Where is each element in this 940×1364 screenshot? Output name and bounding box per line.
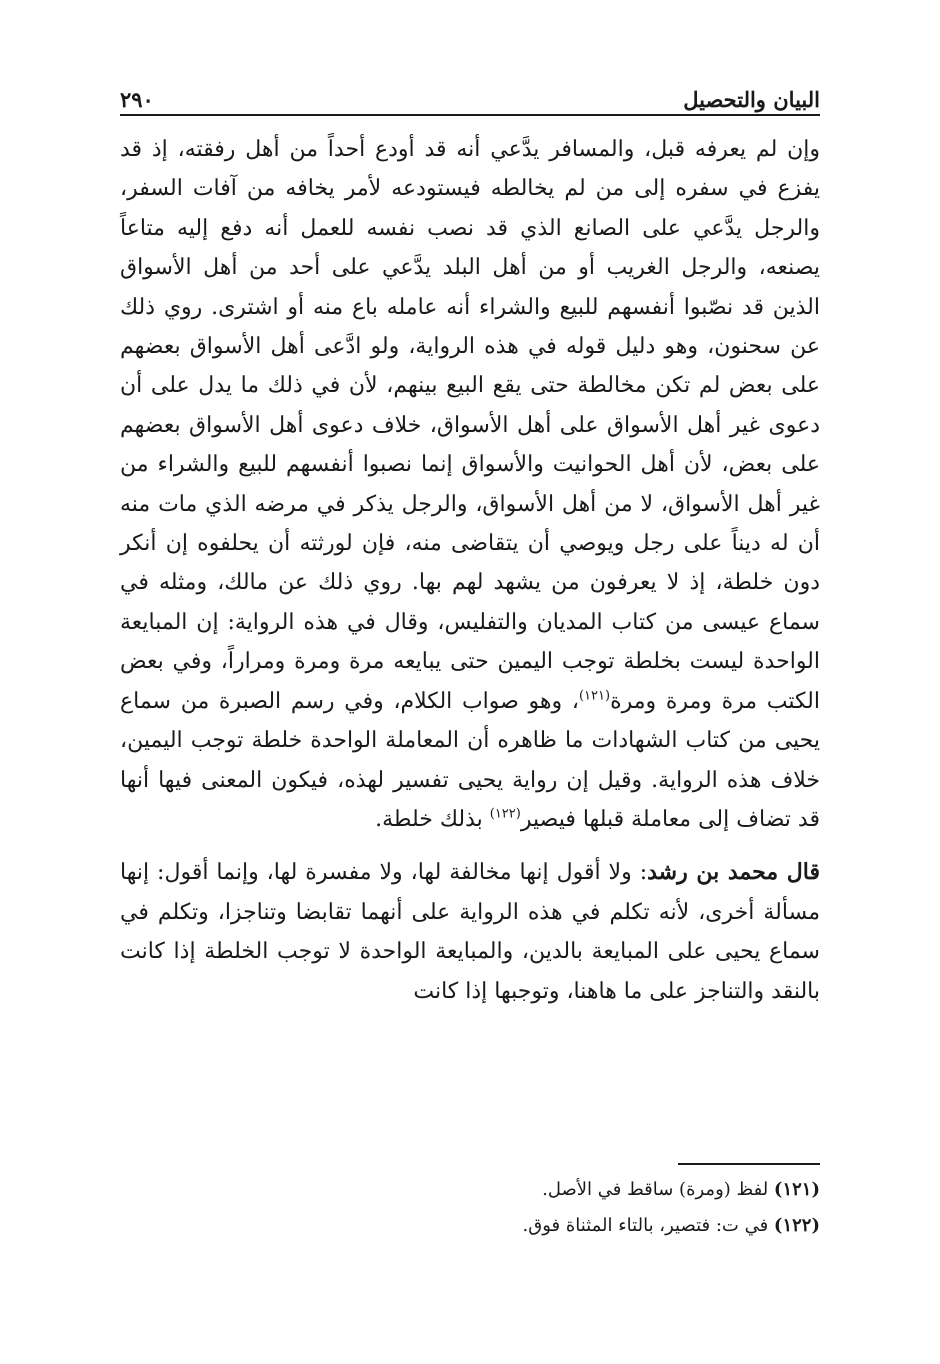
paragraph-2: [120, 853, 820, 1011]
speaker-label: قال محمد بن رشد: [647, 859, 820, 886]
footnotes: [120, 1172, 820, 1244]
footnote-ref-122: (١٢٢): [489, 806, 521, 822]
running-head: [120, 80, 820, 116]
footnote-number: (١٢٢): [773, 1215, 820, 1236]
paragraph-1-text: وإن لم يعرفه قبل، والمسافر يدَّعي أنه قد أودع أحداً من أهل رفقته، إذ قد يفزع في سفره إلى من لم يخالطه فيستودعه لأمر يخافه من آفات السفر، والرجل يدَّعي على الصانع الذي قد نصب نفسه للعمل أنه دفع إليه متاعاً يصنعه، والرجل الغريب أو من أهل البلد يدَّعي على أحد من أهل الأسواق الذين قد نصّبوا أنفسهم للبيع والشراء أنه عامله باع منه أو اشترى. روي ذلك عن سحنون، وهو دليل قوله في هذه الرواية، ولو ادَّعى أهل الأسواق بعضهم على بعض لم تكن مخالطة حتى يقع البيع بينهم، لأن في ذلك ما يدل على أن دعوى غير أهل الأسواق على أهل الأسواق، خلاف دعوى أهل الأسواق بعضهم على بعض، لأن أهل الحوانيت والأسواق إنما نصبوا أنفسهم للبيع والشراء من غير أهل الأسواق، لا من أهل الأسواق، والرجل يذكر في مرضه الذي مات منه أن له ديناً على رجل ويوصي أن يتقاضى منه، فإن لورثته أن يحلفوه إن أنكر دون خلطة، إذ لا يعرفون من يشهد لهم بها. روي ذلك عن مالك، ومثله في سماع عيسى من كتاب المديان والتفليس، وقال في هذه الرواية: إن المبايعة الواحدة ليست بخلطة توجب اليمين حتى يبايعه مرة ومرة ومراراً، وفي بعض الكتب مرة ومرة ومرة: [120, 137, 821, 714]
footnote-text: في ت: فتصير، بالتاء المثناة فوق.: [522, 1215, 769, 1236]
footnote-ref-121: (١٢١): [578, 688, 611, 704]
book-title: البيان والتحصيل: [683, 87, 820, 112]
page-number: ٢٩٠: [120, 87, 154, 112]
paragraph-1c-text: بذلك خلطة.: [375, 806, 490, 832]
page: [120, 80, 820, 1011]
footnote-text: لفظ (ومرة) ساقط في الأصل.: [542, 1179, 769, 1200]
body-text: [120, 130, 820, 1011]
paragraph-2-text: : ولا أقول إنها مخالفة لها، ولا مفسرة لها، وإنما أقول: إنها مسألة أخرى، لأنه تكلم في هذه الرواية على أنهما تقابضا وتناجزا، وتكلم في سماع يحيى على المبايعة بالدين، والمبايعة الواحدة لا توجب الخلطة إذا كانت بالنقد والتناجز على ما هاهنا، وتوجبها إذا كانت: [120, 860, 820, 1004]
paragraph-1b-text: ، وهو صواب الكلام، وفي رسم الصبرة من سماع يحيى من كتاب الشهادات ما ظاهره أن المعاملة الواحدة خلطة توجب اليمين، خلاف هذه الرواية. وقيل إن رواية يحيى تفسير لهذه، فيكون المعنى فيها أنها قد تضاف إلى معاملة قبلها فيصير: [120, 688, 820, 832]
paragraph-1: [120, 130, 820, 839]
footnote-122: [120, 1208, 820, 1244]
footnote-121: [120, 1172, 820, 1208]
footnote-number: (١٢١): [773, 1179, 820, 1200]
